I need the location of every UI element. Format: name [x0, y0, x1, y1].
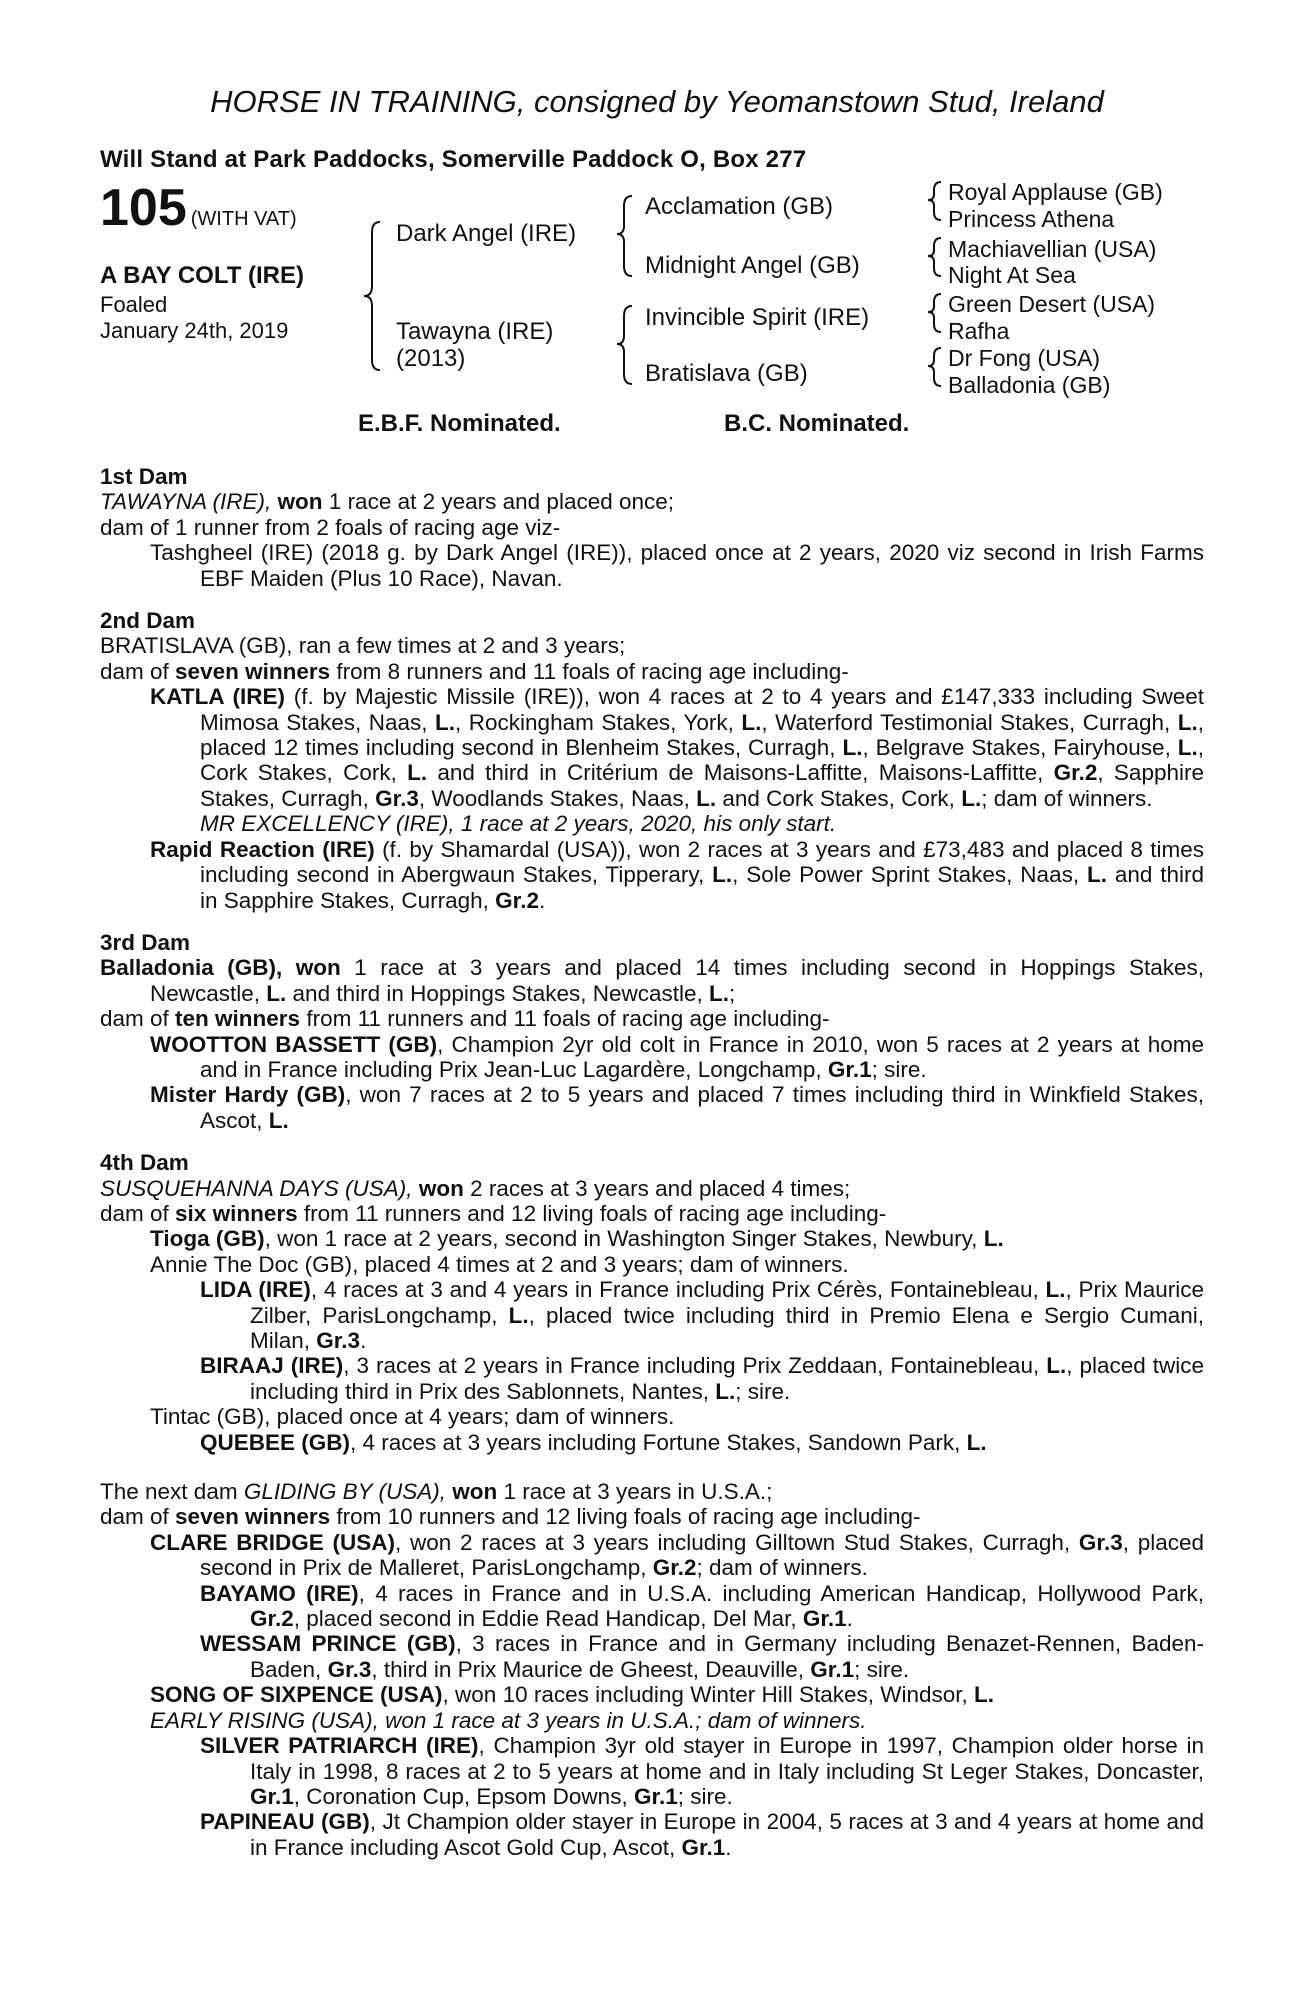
ds-brace [928, 294, 941, 332]
lida-entry: LIDA (IRE), 4 races at 3 and 4 years in France including Prix Cérès, Fontainebleau, L., Prix Maurice Zilber, ParisLongchamp, L., placed twice including third in Premio Elena e Sergio Cumani, Milan, Gr.3. [200, 1277, 1205, 1353]
dam1-runner: Tashgheel (IRE) (2018 g. by Dark Angel (IRE)), placed once at 2 years, 2020 viz second in Irish Farms EBF Maiden (Plus 10 Race), Navan. [150, 540, 1204, 591]
dam2-produce: dam of seven winners from 8 runners and 11 foals of racing age including- [100, 658, 849, 684]
section-heading-3rd-dam: 3rd Dam [100, 929, 191, 955]
nextdam-produce: dam of seven winners from 10 runners and 12 living foals of racing age including- [100, 1504, 921, 1530]
ss-brace [928, 182, 941, 220]
tioga-entry: Tioga (GB), won 1 race at 2 years, second in Washington Singer Stakes, Newbury, L. [150, 1226, 1004, 1252]
dam3-produce: dam of ten winners from 11 runners and 11 foals of racing age including- [100, 1006, 830, 1032]
katla-entry: KATLA (IRE) (f. by Majestic Missile (IRE)), won 4 races at 2 to 4 years and £147,333 including Sweet Mimosa Stakes, Naas, L., Rockingham Stakes, York, L., Waterford Testimonial Stakes, Curragh, L., placed 12 times including second in Blenheim Stakes, Curragh, L., Belgrave Stakes, Fairyhouse, L., Cork Stakes, Cork, L. and third in Critérium de Maisons-Laffitte, Maisons-Laffitte, Gr.2, Sapphire Stakes, Curragh, Gr.3, Woodlands Stakes, Naas, L. and Cork Stakes, Cork, L.; dam of winners. [150, 684, 1204, 811]
early-rising-entry: EARLY RISING (USA), won 1 race at 3 years in U.S.A.; dam of winners. [150, 1707, 867, 1733]
clare-bridge-entry: CLARE BRIDGE (USA), won 2 races at 3 years including Gilltown Stud Stakes, Curragh, Gr.3, placed second in Prix de Malleret, ParisLongchamp, Gr.2; dam of winners. [150, 1529, 1204, 1581]
bc-nominated: B.C. Nominated. [724, 410, 910, 437]
pedigree-ssd: Princess Athena [948, 206, 1115, 232]
foaled-label: Foaled [100, 292, 168, 317]
wootton-bassett-entry: WOOTTON BASSETT (GB), Champion 2yr old colt in France in 2010, won 5 races at 2 years at home and in France including Prix Jean-Luc Lagardère, Longchamp, Gr.1; sire. [150, 1031, 1204, 1082]
pedigree-dsd: Rafha [948, 318, 1010, 344]
bayamo-entry: BAYAMO (IRE), 4 races in France and in U.S.A. including American Handicap, Hollywood Park, Gr.2, placed second in Eddie Read Handicap, Del Mar, Gr.1. [200, 1580, 1204, 1632]
wessam-prince-entry: WESSAM PRINCE (GB), 3 races in France and in Germany including Benazet-Rennen, Baden-Baden, Gr.3, third in Prix Maurice de Gheest, Deauville, Gr.1; sire. [200, 1631, 1205, 1682]
dam4-summary: SUSQUEHANNA DAYS (USA), won 2 races at 3 years and placed 4 times; [100, 1175, 851, 1201]
lot-number: 105 [100, 179, 187, 237]
mister-hardy-entry: Mister Hardy (GB), won 7 races at 2 to 5 years and placed 7 times including third in Winkfield Stakes, Ascot, L. [150, 1082, 1204, 1133]
pedigree-dds: Dr Fong (USA) [948, 345, 1101, 371]
pedigree-dam: Tawayna (IRE) [396, 318, 554, 345]
annie-entry: Annie The Doc (GB), placed 4 times at 2 and 3 years; dam of winners. [150, 1251, 849, 1277]
pedigree-sss: Royal Applause (GB) [948, 179, 1163, 205]
biraaj-entry: BIRAAJ (IRE), 3 races at 2 years in France including Prix Zeddaan, Fontainebleau, L., placed twice including third in Prix des Sablonnets, Nantes, L.; sire. [200, 1353, 1204, 1404]
pedigree-sire: Dark Angel (IRE) [396, 220, 577, 247]
catalogue-title: HORSE IN TRAINING, consigned by Yeomanstown Stud, Ireland [210, 84, 1104, 119]
section-heading-4th-dam: 4th Dam [100, 1150, 189, 1176]
dam3-summary: Balladonia (GB), won 1 race at 3 years and placed 14 times including second in Hoppings Stakes, Newcastle, L. and third in Hoppings Stakes, Newcastle, L.; [100, 955, 1204, 1006]
silver-patriarch-entry: SILVER PATRIARCH (IRE), Champion 3yr old stayer in Europe in 1997, Champion older horse in Italy in 1998, 8 races at 2 to 5 years at home and in Italy including St Leger Stakes, Doncaster, Gr.1, Coronation Cup, Epsom Downs, Gr.1; sire. [200, 1733, 1204, 1809]
tintac-entry: Tintac (GB), placed once at 4 years; dam of winners. [150, 1404, 675, 1430]
pedigree-sire-sire: Acclamation (GB) [645, 193, 834, 220]
dam-brace [617, 306, 632, 384]
stand-location: Will Stand at Park Paddocks, Somerville Paddock O, Box 277 [100, 146, 807, 173]
vat-note: (WITH VAT) [190, 208, 297, 230]
pedigree-notes [100, 464, 1204, 1860]
dam1-name: TAWAYNA (IRE), [100, 489, 272, 515]
dam1-produce: dam of 1 runner from 2 foals of racing age viz- [100, 514, 561, 540]
dd-brace [928, 348, 941, 386]
pedigree-dam-sire: Invincible Spirit (IRE) [645, 304, 870, 331]
pedigree-dam-year: (2013) [396, 345, 466, 372]
won-text: won [277, 489, 323, 515]
pedigree-dss: Green Desert (USA) [948, 291, 1156, 317]
quebee-entry: QUEBEE (GB), 4 races at 3 years including Fortune Stakes, Sandown Park, L. [200, 1429, 987, 1455]
horse-description: A BAY COLT (IRE) [100, 262, 305, 289]
song-of-sixpence-entry: SONG OF SIXPENCE (USA), won 10 races including Winter Hill Stakes, Windsor, L. [150, 1682, 995, 1708]
pedigree-ddd: Balladonia (GB) [948, 372, 1111, 398]
papineau-entry: PAPINEAU (GB), Jt Champion older stayer in Europe in 2004, 5 races at 3 and 4 years at home and in France including Ascot Gold Cup, Ascot, Gr.1. [200, 1809, 1204, 1860]
pedigree-dam-dam: Bratislava (GB) [645, 360, 808, 387]
nextdam-summary: The next dam GLIDING BY (USA), won 1 race at 3 years in U.S.A.; [100, 1479, 773, 1505]
section-heading-2nd-dam: 2nd Dam [100, 608, 196, 634]
rapid-reaction-entry: Rapid Reaction (IRE) (f. by Shamardal (USA)), won 2 races at 3 years and £73,483 and placed 8 times including second in Abergwaun Stakes, Tipperary, L., Sole Power Sprint Stakes, Naas, L. and third in Sapphire Stakes, Curragh, Gr.2. [150, 836, 1204, 913]
dam4-produce: dam of six winners from 11 runners and 12 living foals of racing age including- [100, 1200, 887, 1226]
dam1-summary: TAWAYNA (IRE), won 1 race at 2 years and placed once; [100, 489, 675, 515]
sire-brace [617, 196, 632, 276]
mr-excellency-entry: MR EXCELLENCY (IRE), 1 race at 2 years, 2020, his only start. [200, 811, 837, 837]
main-brace [364, 222, 380, 370]
sd-brace [928, 238, 941, 276]
pedigree-sds: Machiavellian (USA) [948, 236, 1157, 262]
ebf-nominated: E.B.F. Nominated. [358, 410, 561, 437]
section-heading-1st-dam: 1st Dam [100, 464, 188, 489]
katla-name: KATLA (IRE) [150, 684, 285, 710]
pedigree-sdd: Night At Sea [948, 262, 1076, 288]
pedigree-sire-dam: Midnight Angel (GB) [645, 252, 860, 279]
foaled-date: January 24th, 2019 [100, 318, 289, 343]
dam2-summary: BRATISLAVA (GB), ran a few times at 2 and 3 years; [100, 633, 626, 659]
